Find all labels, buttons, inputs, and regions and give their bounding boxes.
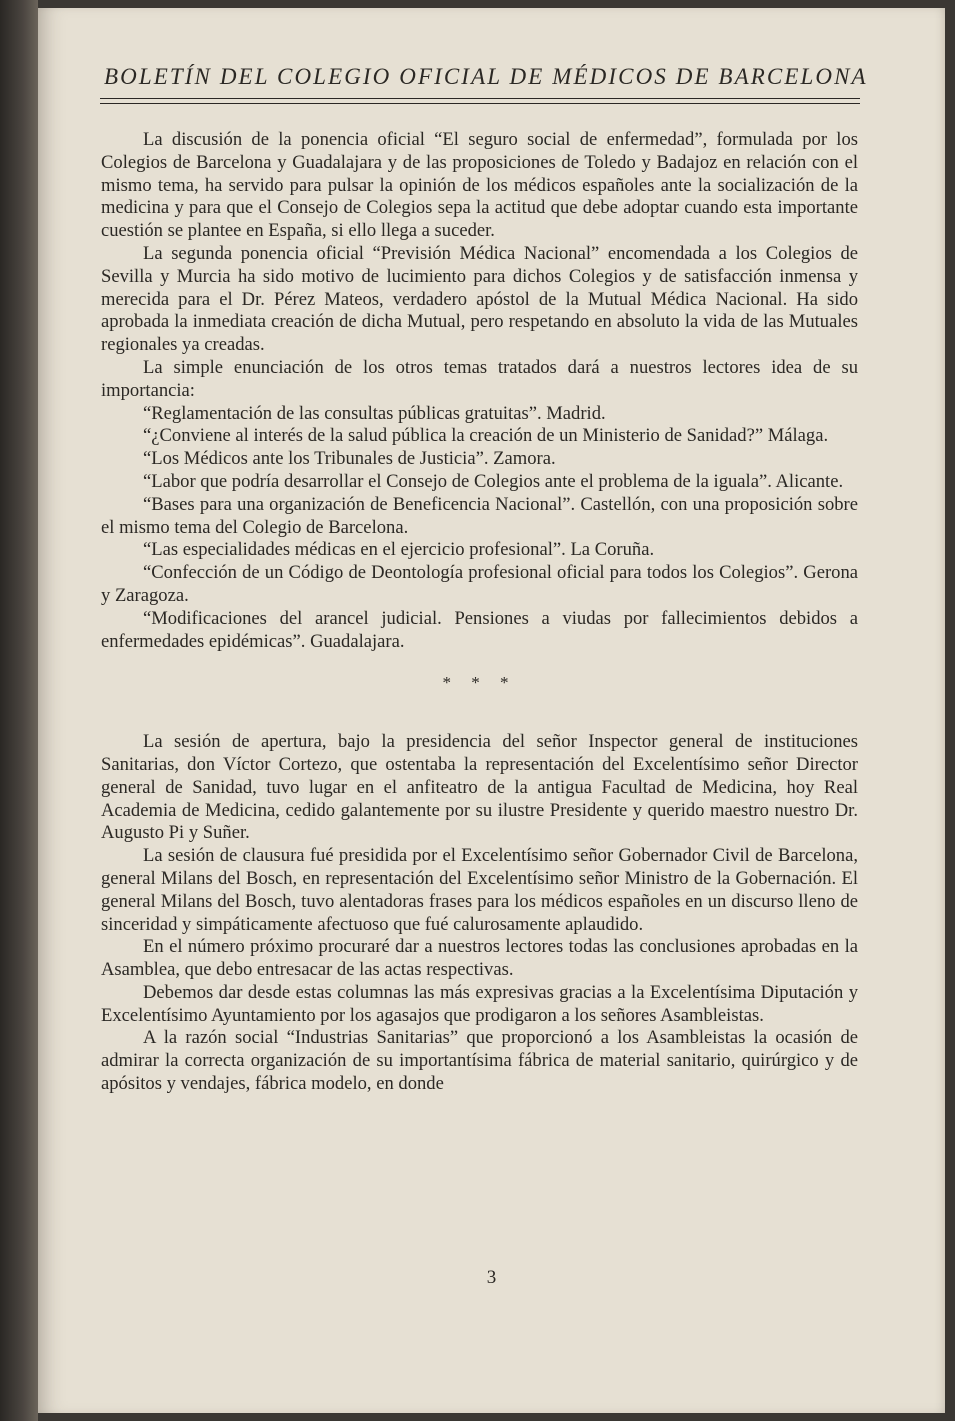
topic-item: “Labor que podría desarrollar el Consejo de Colegios ante el problema de la iguala”. Alicante. — [143, 470, 844, 492]
header-rule-thin — [100, 103, 860, 104]
paragraph-ponencia-seguro: La discusión de la ponencia oficial “El seguro social de enfermedad”, formulada por los Colegios de Barcelona y Guadalajara y de las proposiciones de Toledo y Badajoz en relación con el mismo tema, ha servido para pulsar la opinión de los médicos españoles ante la socialización de la medicina y para que el Consejo de Colegios sepa la actitud que debe adoptar cuando esta importante cuestión se plantee en España, si ello llega a suceder. — [101, 129, 858, 242]
paragraph-ponencia-prevision: La segunda ponencia oficial “Previsión Médica Nacional” encomendada a los Colegios de Sevilla y Murcia ha sido motivo de lucimiento para dichos Colegios y de satisfacción inmensa y merecida para el Dr. Pérez Mateos, verdadero apóstol de la Mutual Médica Nacional. Ha sido aprobada la inmediata creación de dicha Mutual, pero respetando en absoluto la vida de las Mutuales regionales ya creadas. — [101, 242, 858, 356]
topic-item: “Bases para una organización de Beneficencia Nacional”. Castellón, con una proposición sobre el mismo tema del Colegio de Barcelona. — [101, 493, 858, 538]
section-separator: * * * — [442, 673, 517, 693]
paragraph-agradecimientos: Debemos dar desde estas columnas las más expresivas gracias a la Excelentísima Diputación y Excelentísimo Ayuntamiento por los agasajos que prodigaron a los señores Asambleistas. — [101, 981, 858, 1026]
article-body — [101, 129, 858, 1096]
book-binding-edge — [0, 0, 38, 1421]
paragraph-numero-proximo: En el número próximo procuraré dar a nuestros lectores todas las conclusiones aprobadas en la Asamblea, que debo entresacar de las actas respectivas. — [101, 936, 858, 981]
document-page — [38, 8, 945, 1413]
paragraph-temas-intro: La simple enunciación de los otros temas tratados dará a nuestros lectores idea de su importancia: — [101, 356, 858, 401]
page-number: 3 — [486, 1267, 497, 1288]
topic-item: “Los Médicos ante los Tribunales de Justicia”. Zamora. — [143, 448, 556, 470]
paragraph-industrias-sanitarias: A la razón social “Industrias Sanitarias” que proporcionó a los Asambleistas la ocasión de admirar la correcta organización de su importantísima fábrica de material sanitario, quirúrgico y de apósitos y vendajes, fábrica modelo, en donde — [101, 1027, 858, 1095]
topic-item: “¿Conviene al interés de la salud pública la creación de un Ministerio de Sanidad?” Málaga. — [143, 425, 829, 447]
running-header: BOLETÍN DEL COLEGIO OFICIAL DE MÉDICOS DE BARCELONA — [104, 64, 868, 89]
topic-item: “Confección de un Código de Deontología profesional oficial para todos los Colegios”. Gerona y Zaragoza. — [101, 562, 858, 606]
topic-item: “Las especialidades médicas en el ejercicio profesional”. La Coruña. — [143, 539, 655, 561]
header-rule-thick — [100, 98, 860, 99]
topic-item: “Reglamentación de las consultas públicas gratuitas”. Madrid. — [143, 402, 606, 424]
paragraph-sesion-apertura: La sesión de apertura, bajo la presidencia del señor Inspector general de instituciones Sanitarias, don Víctor Cortezo, que ostentaba la representación del Excelentísimo señor Director general de Sanidad, tuvo lugar en el anfiteatro de la antigua Facultad de Medicina, hoy Real Academia de Medicina, cedido galantemente por su ilustre Presidente y querido maestro nuestro Dr. Augusto Pi y Suñer. — [101, 731, 858, 844]
paragraph-sesion-clausura: La sesión de clausura fué presidida por el Excelentísimo señor Gobernador Civil de Barcelona, general Milans del Bosch, en representación del Excelentísimo señor Ministro de la Gobernación. El general Milans del Bosch, tuvo alentadoras frases para los médicos españoles en un discurso lleno de sinceridad y simpáticamente afectuoso que fué calurosamente aplaudido. — [101, 845, 858, 935]
topic-item: “Modificaciones del arancel judicial. Pensiones a viudas por fallecimientos debidos a enfermedades epidémicas”. Guadalajara. — [101, 607, 858, 652]
